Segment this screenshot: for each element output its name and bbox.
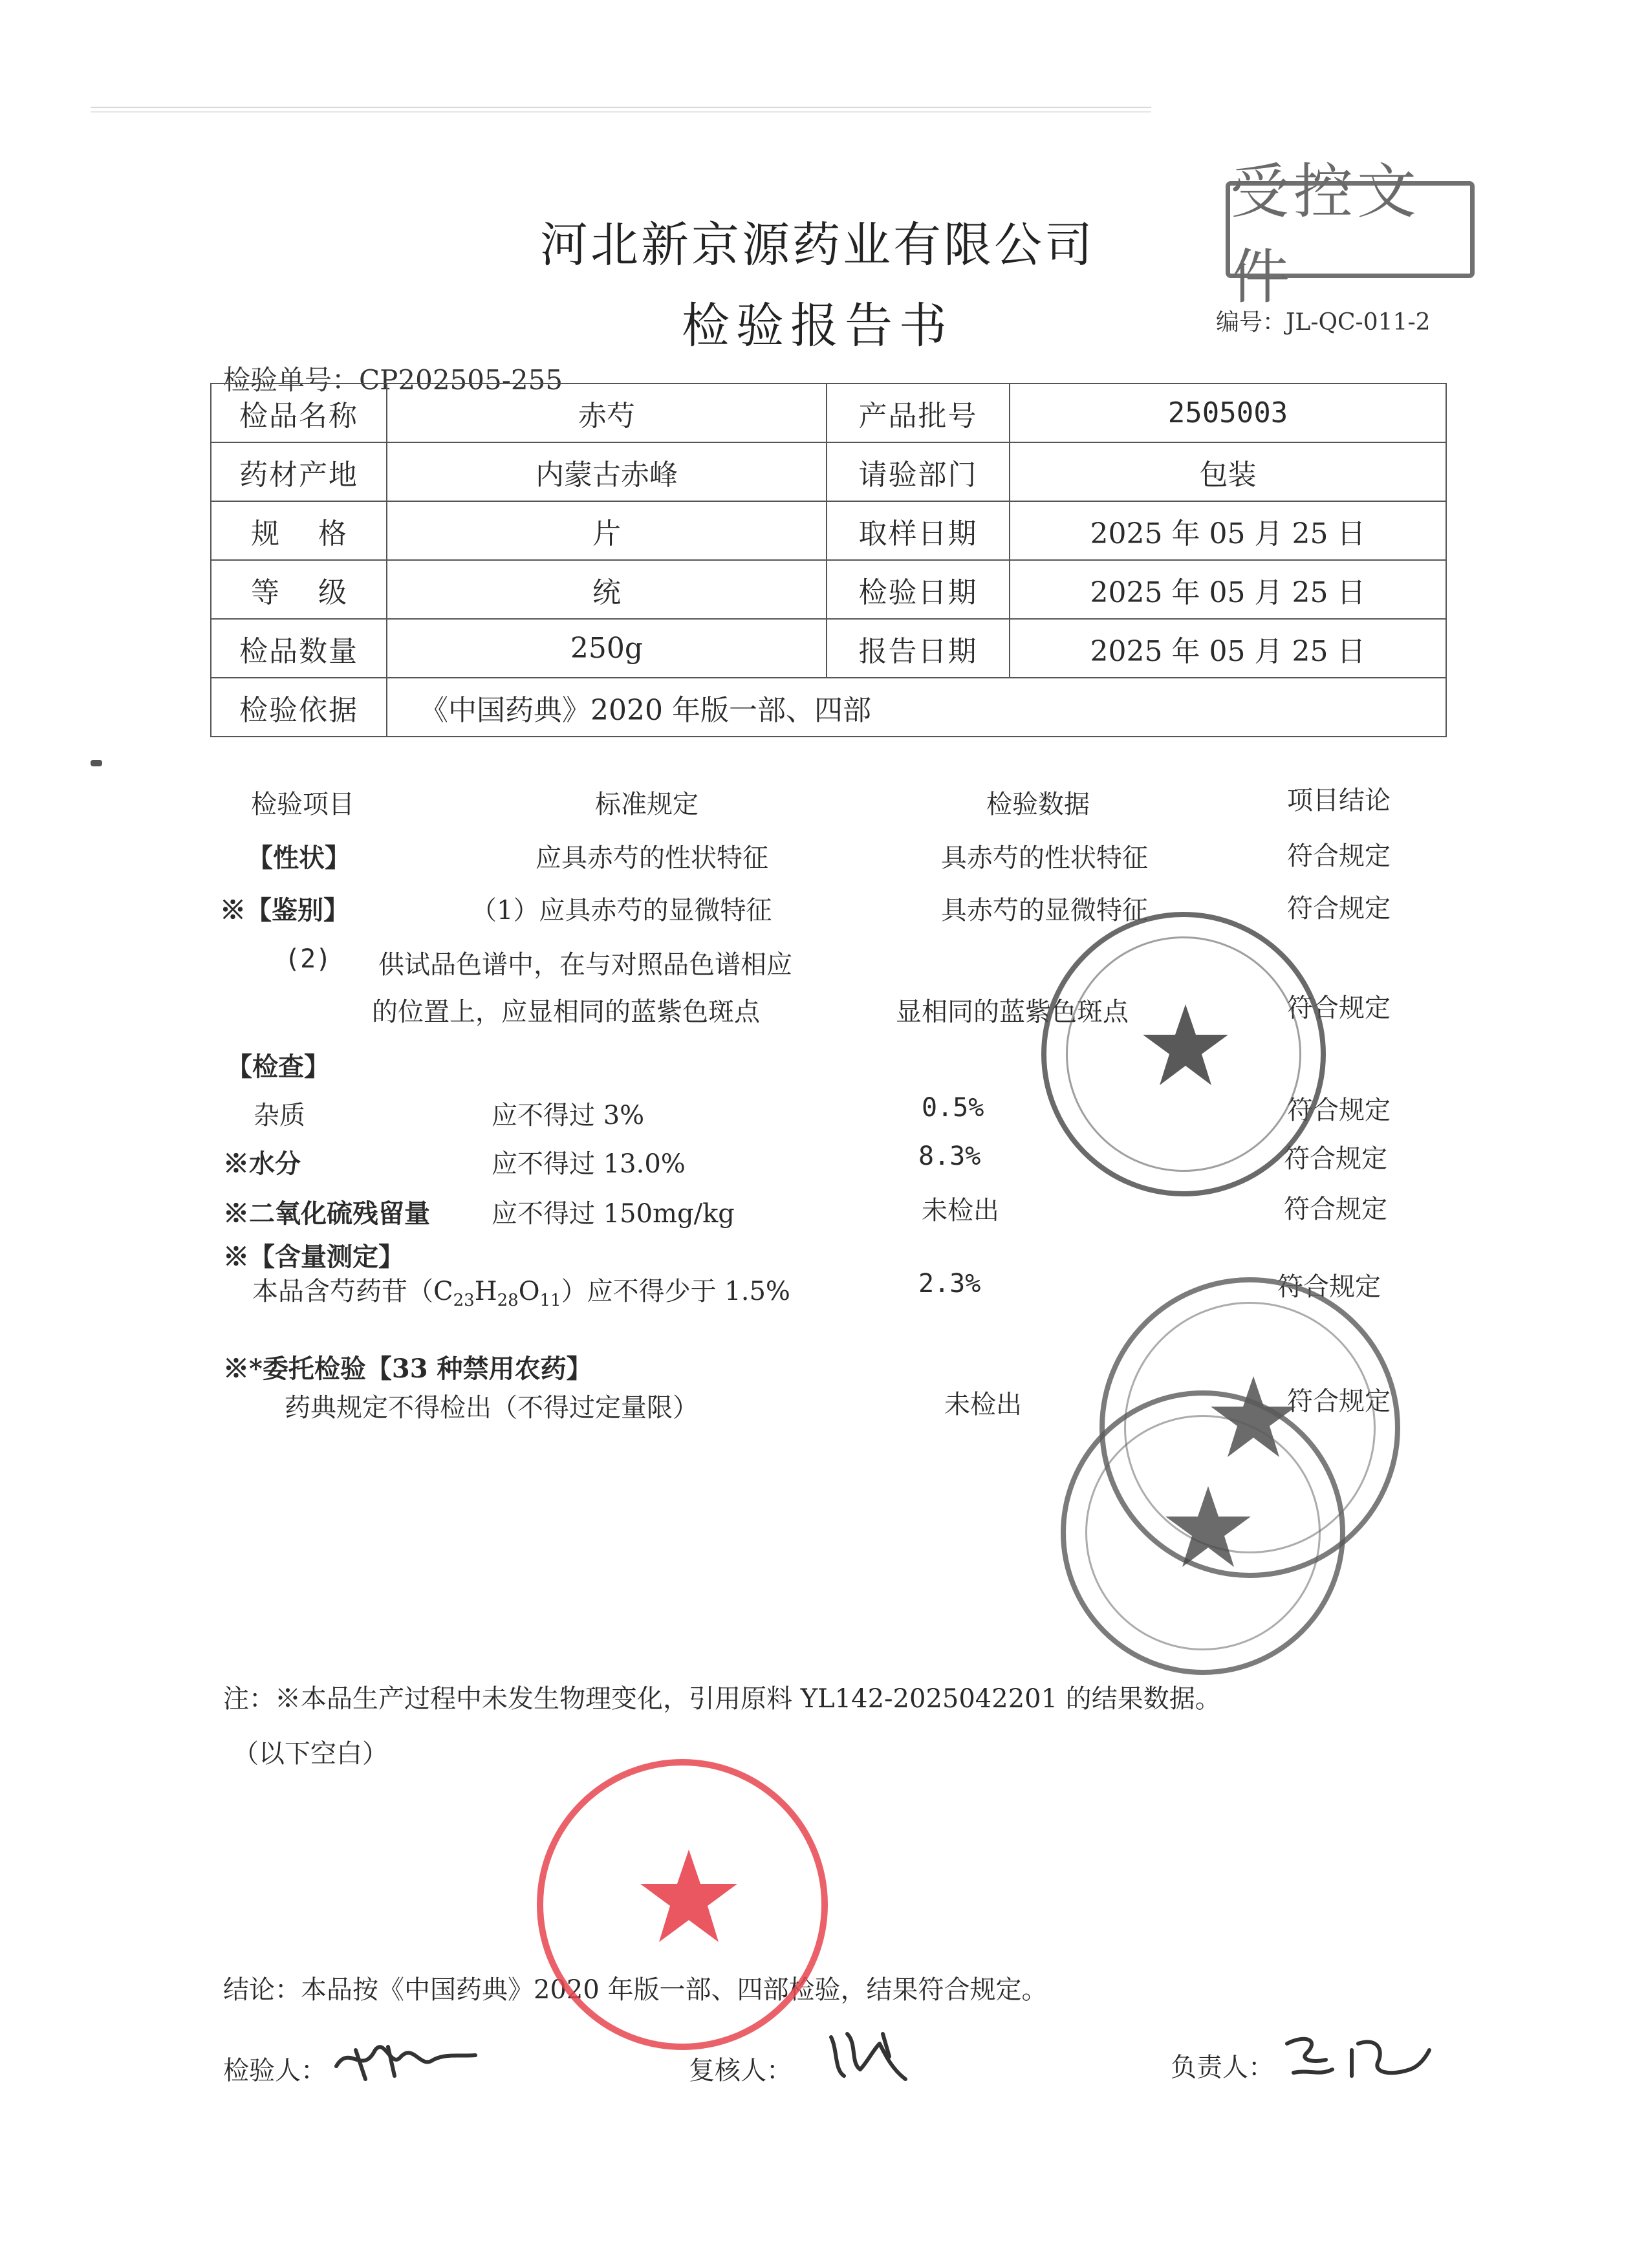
standard-moisture: 应不得过 13.0% [492, 1149, 686, 1179]
item-character: 【性状】 [247, 843, 351, 873]
quantity-label: 检品数量 [211, 619, 387, 678]
scan-speck [91, 760, 102, 766]
spec-value: 片 [387, 501, 827, 560]
info-table [210, 383, 1447, 737]
item-moisture: ※水分 [223, 1149, 301, 1179]
reviewer-label: 复核人： [689, 2056, 792, 2086]
red-quality-seal [537, 1759, 828, 2050]
inspector-label: 检验人： [223, 2056, 327, 2086]
col-header-item: 检验项目 [251, 790, 354, 819]
assay-text-o: O [518, 1277, 540, 1306]
controlled-document-stamp: 受控文件 [1226, 181, 1475, 278]
reviewer-signature [821, 2024, 925, 2089]
conclusion-identification: 符合规定 [1287, 894, 1391, 923]
dept-label: 请验部门 [827, 442, 1010, 501]
qc-seal-1-star-icon [1140, 1001, 1231, 1092]
assay-sub-o: 11 [539, 1291, 561, 1310]
table-row [211, 501, 1446, 560]
sampling-date-value: 2025 年 05 月 25 日 [1010, 501, 1446, 560]
inspector-signature [330, 2031, 479, 2089]
scan-line [91, 107, 1151, 108]
conclusion-identification2: 符合规定 [1287, 993, 1391, 1023]
report-date-value: 2025 年 05 月 25 日 [1010, 619, 1446, 678]
standard-character: 应具赤芍的性状特征 [536, 843, 768, 873]
data-impurity: 0.5% [922, 1093, 984, 1123]
assay-heading: ※【含量测定】 [223, 1242, 404, 1272]
origin-label: 药材产地 [211, 442, 387, 501]
assay-sub-c: 23 [453, 1291, 475, 1310]
responsible-label: 负责人： [1171, 2053, 1274, 2082]
conclusion-so2: 符合规定 [1284, 1194, 1387, 1224]
conclusion-assay: 符合规定 [1277, 1272, 1381, 1302]
standard-identification2-line2: 的位置上，应显相同的蓝紫色斑点 [372, 997, 760, 1027]
standard-assay [252, 1271, 790, 1310]
table-row [211, 383, 1446, 442]
item-identification: ※【鉴别】 [220, 895, 349, 925]
blank-marker: （以下空白） [233, 1739, 388, 1769]
qc-seal-3-star-icon [1163, 1483, 1253, 1573]
document-number: 编号：JL-QC-011-2 [1216, 309, 1431, 336]
data-character: 具赤芍的性状特征 [941, 843, 1148, 873]
scan-line [91, 111, 1151, 113]
item-so2: ※二氧化硫残留量 [223, 1198, 430, 1229]
inspection-number: 检验单号：CP202505-255 [223, 364, 563, 396]
conclusion-moisture: 符合规定 [1284, 1144, 1387, 1174]
test-date-label: 检验日期 [827, 560, 1010, 619]
col-header-standard: 标准规定 [595, 790, 698, 819]
data-moisture: 8.3% [918, 1141, 981, 1171]
conclusion-pesticide: 符合规定 [1287, 1387, 1391, 1416]
report-title: 检验报告书 [682, 298, 953, 354]
product-name-label: 检品名称 [211, 383, 387, 442]
report-date-label: 报告日期 [827, 619, 1010, 678]
test-date-value: 2025 年 05 月 25 日 [1010, 560, 1446, 619]
assay-text-pre: 本品含芍药苷（C [252, 1277, 453, 1306]
col-header-data: 检验数据 [986, 790, 1090, 819]
batch-label: 产品批号 [827, 383, 1010, 442]
standard-identification2-line1: 供试品色谱中，在与对照品色谱相应 [378, 950, 792, 980]
note-text: 注：※本品生产过程中未发生物理变化，引用原料 YL142-2025042201 的结果数据。 [223, 1684, 1221, 1714]
company-name: 河北新京源药业有限公司 [540, 217, 1095, 273]
final-conclusion: 结论：本品按《中国药典》2020 年版一部、四部检验，结果符合规定。 [223, 1975, 1048, 2005]
grade-label: 等级 [211, 560, 387, 619]
basis-label: 检验依据 [211, 678, 387, 737]
check-heading: 【检查】 [226, 1052, 330, 1082]
conclusion-impurity: 符合规定 [1287, 1096, 1391, 1125]
grade-value: 统 [387, 560, 827, 619]
qc-seal-3 [1061, 1390, 1345, 1675]
item-impurity: 杂质 [254, 1101, 305, 1130]
standard-pesticide: 药典规定不得检出（不得过定量限） [285, 1393, 698, 1423]
data-identification: 具赤芍的显微特征 [941, 896, 1148, 925]
quantity-value: 250g [387, 619, 827, 678]
conclusion-character: 符合规定 [1287, 841, 1391, 871]
data-identification2: 显相同的蓝紫色斑点 [896, 997, 1129, 1027]
table-row [211, 678, 1446, 737]
col-header-conclusion: 项目结论 [1287, 786, 1391, 815]
assay-text-post: ）应不得少于 1.5% [561, 1277, 790, 1306]
sampling-date-label: 取样日期 [827, 501, 1010, 560]
standard-identification: （1）应具赤芍的显微特征 [471, 896, 772, 925]
dept-value: 包装 [1010, 442, 1446, 501]
identification2-number: (2) [285, 944, 332, 974]
qc-seal-1 [1041, 912, 1326, 1196]
red-seal-star-icon [637, 1846, 741, 1950]
product-name-value: 赤芍 [387, 383, 827, 442]
assay-sub-h: 28 [497, 1291, 519, 1310]
origin-value: 内蒙古赤峰 [387, 442, 827, 501]
table-row [211, 560, 1446, 619]
data-so2: 未检出 [922, 1196, 999, 1226]
table-row [211, 619, 1446, 678]
data-pesticide: 未检出 [944, 1390, 1022, 1420]
standard-so2: 应不得过 150mg/kg [492, 1199, 735, 1229]
standard-impurity: 应不得过 3% [492, 1101, 645, 1130]
pesticide-heading: ※*委托检验【33 种禁用农药】 [223, 1354, 592, 1384]
table-row [211, 442, 1446, 501]
assay-text-h: H [474, 1277, 497, 1306]
data-assay: 2.3% [918, 1269, 981, 1299]
basis-value: 《中国药典》2020 年版一部、四部 [387, 678, 1446, 737]
spec-label: 规格 [211, 501, 387, 560]
batch-value: 2505003 [1010, 383, 1446, 442]
responsible-signature [1281, 2024, 1436, 2089]
